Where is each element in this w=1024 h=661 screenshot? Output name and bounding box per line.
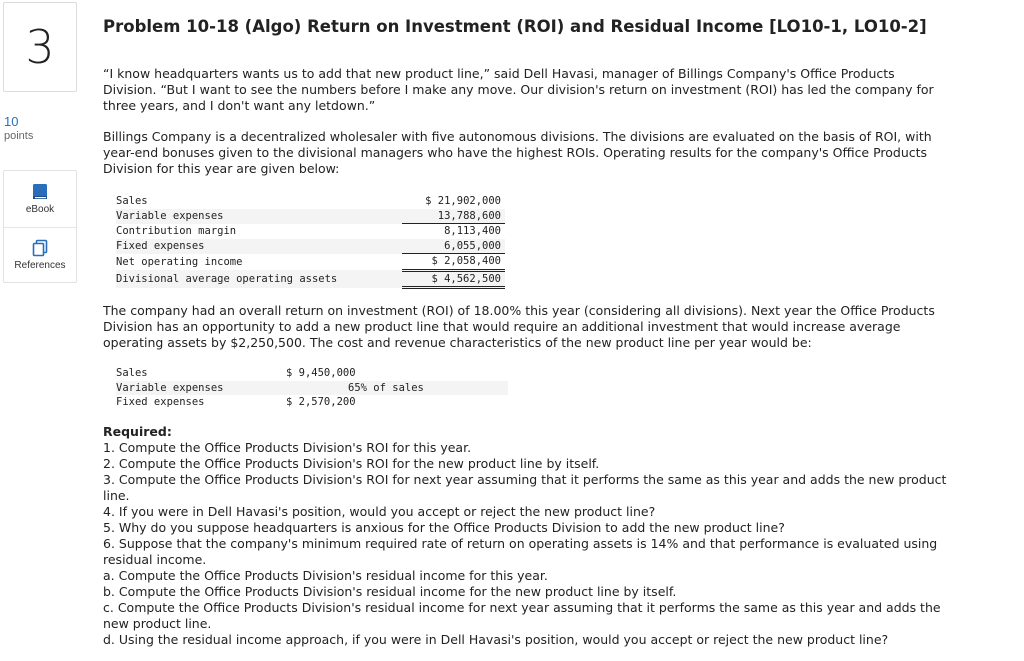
points-label: points bbox=[4, 130, 34, 142]
required-header: Required: bbox=[103, 424, 172, 439]
operating-results-table bbox=[116, 194, 505, 289]
row-label: Fixed expenses bbox=[116, 239, 364, 254]
row-label: Divisional average operating assets bbox=[116, 270, 364, 288]
table-row bbox=[116, 366, 508, 381]
resource-buttons bbox=[3, 170, 77, 283]
row-value: 65% of sales bbox=[286, 381, 508, 396]
row-label: Variable expenses bbox=[116, 381, 286, 396]
row-value: $ 2,058,400 bbox=[402, 254, 505, 271]
row-label: Fixed expenses bbox=[116, 396, 205, 408]
required-item: a. Compute the Office Products Division's residual income for this year. bbox=[103, 568, 548, 583]
table-row bbox=[116, 270, 505, 288]
required-item: b. Compute the Office Products Division's residual income for the new product line by itself. bbox=[103, 584, 677, 599]
required-item: 6. Suppose that the company's minimum required rate of return on operating assets is 14% and that performance is evaluated using residual income. bbox=[103, 536, 938, 567]
row-value: $ 2,570,200 bbox=[286, 396, 356, 408]
table-row bbox=[116, 224, 505, 239]
required-item: 5. Why do you suppose headquarters is anxious for the Office Products Division to add the new product line? bbox=[103, 520, 785, 535]
ebook-label: eBook bbox=[25, 204, 55, 215]
required-item: c. Compute the Office Products Division's residual income for next year assuming that it performs the same as this year and adds the new product line. bbox=[103, 600, 941, 631]
table-row bbox=[116, 254, 505, 271]
table-row bbox=[116, 209, 505, 224]
book-icon bbox=[31, 183, 49, 201]
question-number: 3 bbox=[25, 20, 55, 74]
question-number-box bbox=[3, 2, 77, 92]
table-row bbox=[116, 381, 508, 396]
required-item: 4. If you were in Dell Havasi's position, would you accept or reject the new product line? bbox=[103, 504, 656, 519]
required-item: 1. Compute the Office Products Division's ROI for this year. bbox=[103, 440, 472, 455]
required-item: d. Using the residual income approach, if you were in Dell Havasi's position, would you accept or reject the new product line? bbox=[103, 632, 889, 647]
references-button[interactable] bbox=[4, 227, 76, 283]
row-value: $ 9,450,000 bbox=[286, 367, 356, 379]
new-product-line-paragraph: The company had an overall return on investment (ROI) of 18.00% this year (considering all divisions). Next year the Office Products Division has an opportunity to add a new product line that would require an additional investment that would increase average operating assets by $2,250,500. The cost and revenue characteristics of the new product line per year would be: bbox=[103, 303, 935, 350]
ebook-button[interactable] bbox=[4, 171, 76, 226]
references-label: References bbox=[14, 260, 66, 271]
row-label: Variable expenses bbox=[116, 209, 364, 224]
required-item: 2. Compute the Office Products Division's ROI for the new product line by itself. bbox=[103, 456, 600, 471]
question-sidebar bbox=[0, 0, 75, 661]
new-product-line-table bbox=[116, 366, 508, 410]
row-value: $ 4,562,500 bbox=[402, 270, 505, 288]
copy-icon bbox=[31, 239, 49, 257]
row-value: 13,788,600 bbox=[402, 209, 505, 224]
intro-quote-paragraph: “I know headquarters wants us to add that new product line,” said Dell Havasi, manager of Billings Company's Office Products Division. “But I want to see the numbers before I make any move. Our division's return on investment (ROI) has led the company for three years, and I don't want any letdown.” bbox=[103, 66, 934, 113]
company-description-paragraph: Billings Company is a decentralized wholesaler with five autonomous divisions. The divisions are evaluated on the basis of ROI, with year-end bonuses given to the divisional managers who have the highest ROIs. Operating results for the company's Office Products Division for this year are given below: bbox=[103, 129, 932, 176]
required-section bbox=[103, 424, 953, 648]
table-row bbox=[116, 239, 505, 254]
table-row bbox=[116, 194, 505, 209]
table-row bbox=[116, 395, 508, 410]
problem-title: Problem 10-18 (Algo) Return on Investment (ROI) and Residual Income [LO10-1, LO10-2] bbox=[103, 17, 927, 36]
row-label: Sales bbox=[116, 195, 148, 207]
points-value: 10 bbox=[4, 114, 19, 129]
row-label: Net operating income bbox=[116, 255, 243, 268]
row-value: 8,113,400 bbox=[444, 225, 501, 237]
row-label: Sales bbox=[116, 367, 148, 379]
required-item: 3. Compute the Office Products Division's ROI for next year assuming that it performs the same as this year and adds the new product line. bbox=[103, 472, 947, 503]
row-value: 6,055,000 bbox=[402, 239, 505, 254]
row-value: $ 21,902,000 bbox=[425, 195, 501, 207]
row-label: Contribution margin bbox=[116, 224, 237, 237]
